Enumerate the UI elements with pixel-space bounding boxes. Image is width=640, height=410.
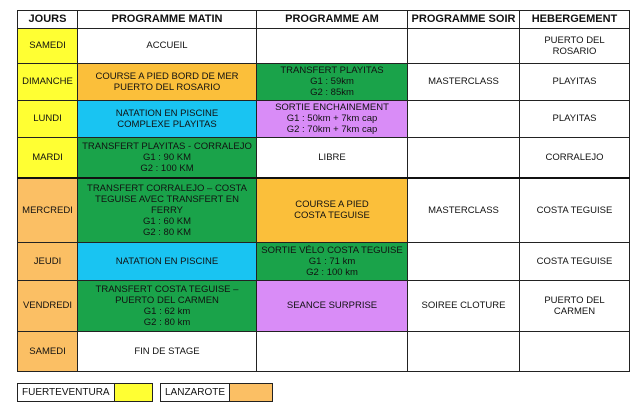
table-row — [18, 63, 630, 100]
table-row — [18, 29, 630, 64]
hebergement-cell: PLAYITAS — [520, 63, 630, 100]
header-am: PROGRAMME AM — [257, 11, 408, 29]
matin-line: G1 : 60 KM — [142, 215, 192, 227]
am-cell — [257, 242, 408, 280]
table-row — [18, 280, 630, 331]
soir-cell — [408, 29, 520, 64]
matin-line: G2 : 80 KM — [142, 226, 192, 238]
matin-line: G2 : 80 km — [143, 316, 191, 328]
soir-cell: SOIREE CLOTURE — [408, 280, 520, 331]
legend-swatch — [229, 384, 272, 401]
legend-fuerteventura — [17, 383, 153, 402]
table-row — [18, 100, 630, 137]
matin-cell — [78, 178, 257, 242]
header-jours: JOURS — [18, 11, 78, 29]
soir-cell — [408, 331, 520, 371]
day-cell: VENDREDI — [18, 280, 78, 331]
hebergement-cell — [520, 331, 630, 371]
am-cell — [257, 29, 408, 64]
soir-cell: MASTERCLASS — [408, 178, 520, 242]
matin-cell: ACCUEIL — [78, 29, 257, 64]
header-hebergement: HEBERGEMENT — [520, 11, 630, 29]
hebergement-cell: PUERTO DEL ROSARIO — [520, 29, 630, 64]
matin-cell — [78, 280, 257, 331]
am-cell: SEANCE SURPRISE — [257, 280, 408, 331]
table-row — [18, 331, 630, 371]
am-line: G2 : 100 km — [306, 266, 358, 278]
day-cell: MARDI — [18, 137, 78, 178]
am-line: COSTA TEGUISE — [294, 210, 370, 222]
legend-swatch — [114, 384, 152, 401]
legend-label: LANZAROTE — [165, 387, 226, 398]
matin-cell — [78, 100, 257, 137]
matin-line: TRANSFERT COSTA TEGUISE – PUERTO DEL CARMEN — [95, 283, 239, 306]
header-matin: PROGRAMME MATIN — [78, 11, 257, 29]
am-cell: LIBRE — [257, 137, 408, 178]
legend-lanzarote — [160, 383, 273, 402]
hebergement-cell: CORRALEJO — [520, 137, 630, 178]
day-cell: JEUDI — [18, 242, 78, 280]
matin-line: TRANSFERT CORRALEJO – COSTA TEGUISE AVEC TRANSFERT EN FERRY — [87, 182, 247, 216]
am-cell — [257, 178, 408, 242]
matin-line: NATATION EN PISCINE — [115, 107, 219, 119]
header-soir: PROGRAMME SOIR — [408, 11, 520, 29]
am-line: TRANSFERT PLAYITAS — [280, 65, 384, 77]
am-line: G1 : 50km + 7km cap — [286, 113, 378, 125]
matin-line: G2 : 100 KM — [140, 163, 194, 175]
table-row — [18, 178, 630, 242]
matin-cell: FIN DE STAGE — [78, 331, 257, 371]
matin-line: G1 : 62 km — [143, 305, 191, 317]
day-cell: MERCREDI — [18, 178, 78, 242]
legend-label: FUERTEVENTURA — [22, 387, 110, 398]
schedule-table — [17, 10, 630, 372]
am-cell — [257, 331, 408, 371]
table-row — [18, 242, 630, 280]
matin-line: COMPLEXE PLAYITAS — [117, 118, 217, 130]
am-line: COURSE A PIED — [295, 199, 369, 211]
matin-cell: NATATION EN PISCINE — [78, 242, 257, 280]
day-cell: LUNDI — [18, 100, 78, 137]
am-line: G1 : 59km — [310, 76, 354, 88]
matin-cell: COURSE A PIED BORD DE MER PUERTO DEL ROSARIO — [78, 63, 257, 100]
matin-line: G1 : 90 KM — [142, 152, 192, 164]
soir-cell — [408, 100, 520, 137]
soir-cell — [408, 242, 520, 280]
header-row — [18, 11, 630, 29]
am-cell — [257, 63, 408, 100]
soir-cell — [408, 137, 520, 178]
day-cell: SAMEDI — [18, 29, 78, 64]
soir-cell: MASTERCLASS — [408, 63, 520, 100]
am-line: G1 : 71 km — [308, 255, 356, 267]
day-cell: SAMEDI — [18, 331, 78, 371]
am-line: G2 : 70km + 7km cap — [286, 124, 378, 136]
hebergement-cell: COSTA TEGUISE — [520, 178, 630, 242]
am-line: SORTIE VÉLO COSTA TEGUISE — [261, 244, 403, 256]
hebergement-cell: PUERTO DEL CARMEN — [520, 280, 630, 331]
am-line: G2 : 85km — [310, 87, 354, 99]
hebergement-cell: COSTA TEGUISE — [520, 242, 630, 280]
day-cell: DIMANCHE — [18, 63, 78, 100]
am-line: SORTIE ENCHAINEMENT — [275, 102, 389, 114]
table-row — [18, 137, 630, 178]
matin-cell — [78, 137, 257, 178]
matin-line: TRANSFERT PLAYITAS - CORRALEJO — [82, 141, 252, 153]
am-cell — [257, 100, 408, 137]
hebergement-cell: PLAYITAS — [520, 100, 630, 137]
